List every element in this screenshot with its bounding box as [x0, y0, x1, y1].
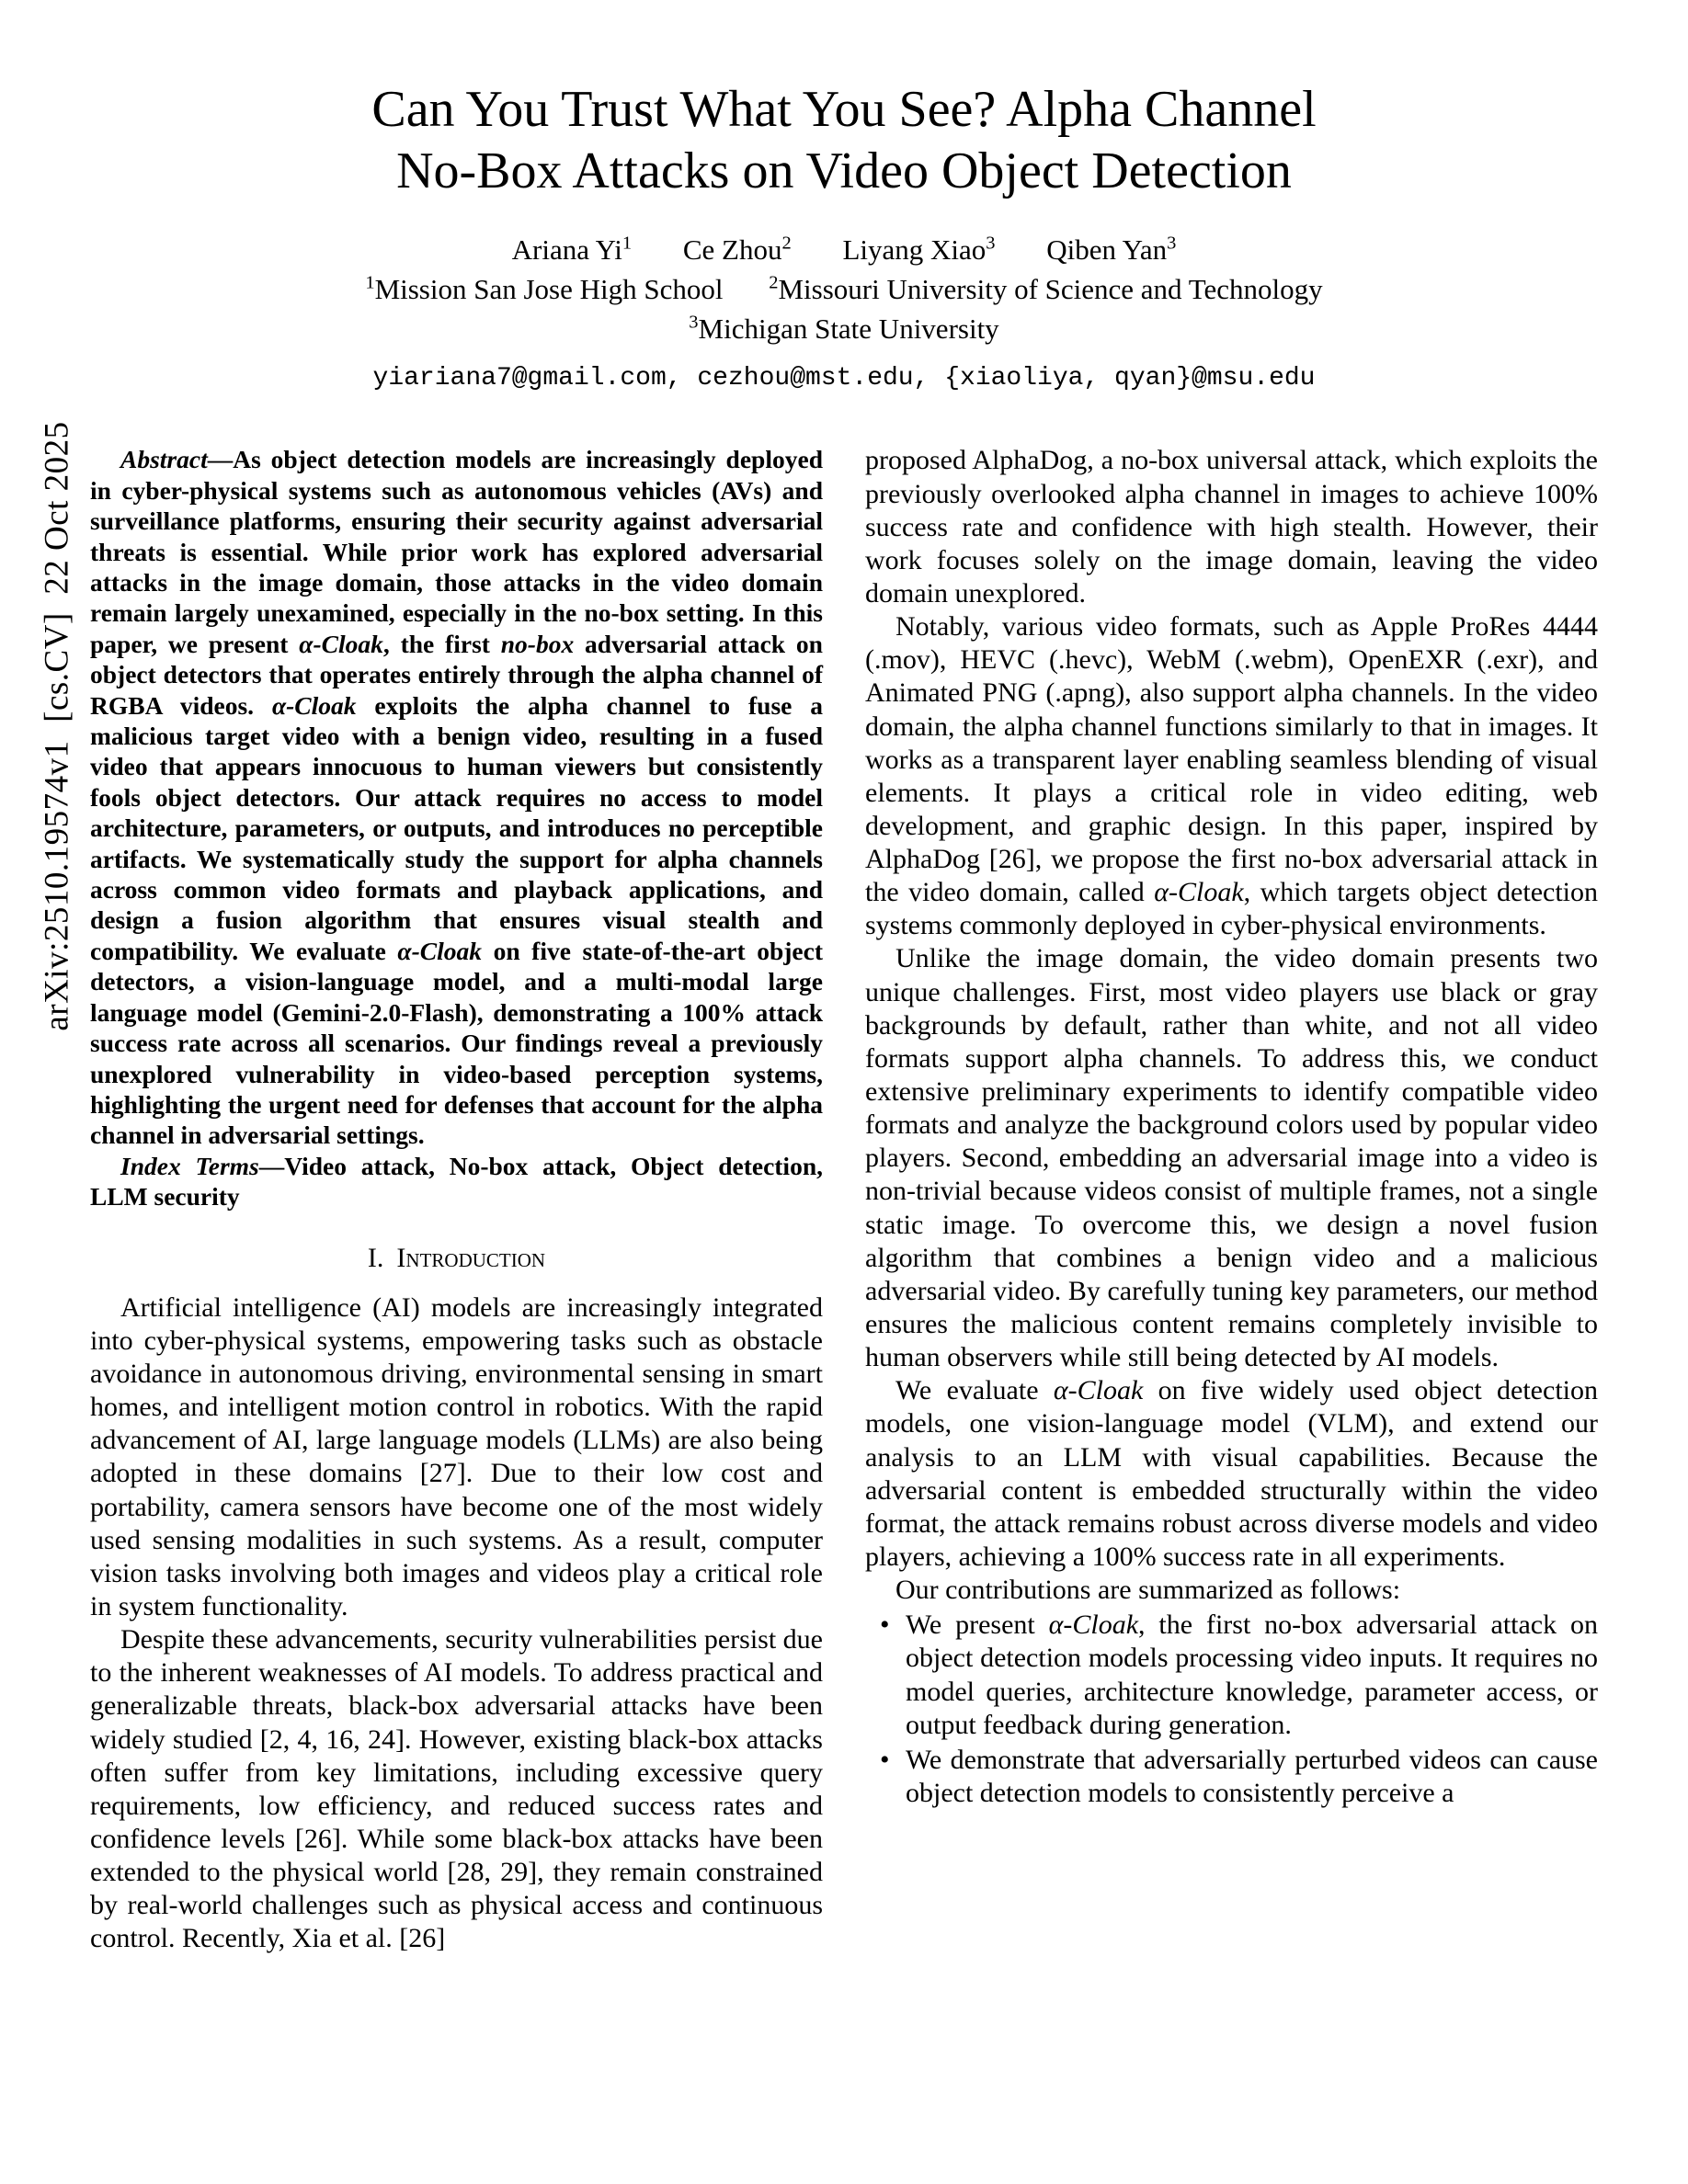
section-number: I. [367, 1242, 384, 1273]
affiliations-line-1 [90, 273, 1598, 306]
right-paragraph-1: proposed AlphaDog, a no-box universal attack, which exploits the previously overlooked alpha channel in images to achieve 100% success rate and confidence with high stealth. However, their work focuses solely on the image domain, leaving the video domain unexplored. [865, 445, 1598, 609]
author-superscript: 2 [781, 233, 792, 255]
contributions-list [865, 1609, 1598, 1810]
right-paragraph-3: Unlike the image domain, the video domain presents two unique challenges. First, most video players use black or gray backgrounds by default, rather than white, and not all video formats support alpha channels. To address this, we conduct extensive preliminary experiments to identify compatible video formats and analyze the background colors used by popular video players. Second, embedding an adversarial image into a video is non-trivial because videos consist of multiple frames, not a single static image. To overcome this, we design a novel fusion algorithm that combines a benign video and a malicious adversarial video. By carefully tuning key parameters, our method ensures the malicious content remains completely invisible to human observers while still being detected by AI models. [865, 943, 1598, 1373]
author-superscript: 3 [986, 233, 996, 255]
affiliation-superscript: 3 [689, 313, 699, 334]
affiliation-item [689, 313, 998, 345]
title-line-1: Can You Trust What You See? Alpha Channel [371, 81, 1317, 138]
authors-line [90, 233, 1598, 267]
affiliation-superscript: 1 [365, 273, 375, 294]
author-superscript: 3 [1167, 233, 1177, 255]
index-terms-paragraph: Index Terms—Video attack, No-box attack, Object detection, LLM security [90, 1151, 823, 1211]
author [512, 233, 632, 266]
two-column-body [90, 444, 1598, 1955]
abstract-paragraph: Abstract—As object detection models are increasingly deployed in cyber-physical systems such as autonomous vehicles (AVs) and surveillance platforms, ensuring their security against adversarial threats is essential. While prior work has explored adversarial attacks in the image domain, those attacks in the video domain remain largely unexamined, especially in the no-box setting. In this paper, we present α-Cloak, the first no-box adversarial attack on object detectors that operates entirely through the alpha channel of RGBA videos. α-Cloak exploits the alpha channel to fuse a malicious target video with a benign video, resulting in a fused video that appears innocuous to human viewers but consistently fools object detectors. Our attack requires no access to model architecture, parameters, or outputs, and introduces no perceptible artifacts. We systematically study the support for alpha channels across common video formats and playback applications, and design a fusion algorithm that ensures visual stealth and compatibility. We evaluate α-Cloak on five state-of-the-art object detectors, a vision-language model, and a multi-modal large language model (Gemini-2.0-Flash), demonstrating a 100% attack success rate across all scenarios. Our findings reveal a previously unexplored vulnerability in video-based perception systems, highlighting the urgent need for defenses that account for the alpha channel in adversarial settings. [90, 445, 823, 1150]
intro-paragraph-1: Artificial intelligence (AI) models are increasingly integrated into cyber-physical systems, empowering tasks such as obstacle avoidance in autonomous driving, environmental sensing in smart homes, and intelligent motion control in robotics. With the rapid advancement of AI, large language models (LLMs) are also being adopted in these domains [27]. Due to their low cost and portability, camera sensors have become one of the most widely used sensing modalities in such systems. As a result, computer vision tasks involving both images and videos play a critical role in system functionality. [90, 1291, 823, 1621]
affiliations-line-2 [90, 313, 1598, 346]
affiliation-name: Missouri University of Science and Technology [778, 273, 1323, 306]
contribution-item: • We present α-Cloak, the first no-box adversarial attack on object detection models processing video inputs. It requires no model queries, architecture knowledge, parameter access, or output feedback during generation. [865, 1609, 1598, 1742]
author-name: Liyang Xiao [842, 233, 987, 267]
contribution-item: • We demonstrate that adversarially perturbed videos can cause object detection models to consistently perceive a [865, 1744, 1598, 1810]
author [683, 233, 792, 266]
left-column [90, 444, 823, 1955]
author [842, 233, 995, 266]
contributions-lead: Our contributions are summarized as follows: [895, 1575, 1401, 1606]
affiliation-item [365, 273, 723, 305]
affiliation-item [769, 273, 1322, 305]
arxiv-watermark: arXiv:2510.19574v1 [cs.CV] 22 Oct 2025 [38, 421, 76, 1031]
author-name: Qiben Yan [1046, 233, 1168, 267]
paper-title [90, 79, 1598, 202]
author-superscript: 1 [622, 233, 633, 255]
author-name: Ariana Yi [511, 233, 622, 267]
section-heading-introduction [90, 1242, 823, 1275]
affiliation-superscript: 2 [769, 273, 779, 294]
right-paragraph-2: Notably, various video formats, such as Apple ProRes 4444 (.mov), HEVC (.hevc), WebM (.webm), OpenEXR (.exr), and Animated PNG (.apng), also support alpha channels. In the video domain, the alpha channel functions similarly to that in images. It works as a transparent layer enabling seamless blending of visual elements. It plays a critical role in video editing, web development, and graphic design. In this paper, inspired by AlphaDog [26], we propose the first no-box adversarial attack in the video domain, called α-Cloak, which targets object detection systems commonly deployed in cyber-physical environments. [865, 611, 1598, 941]
emails-line: yiariana7@gmail.com, cezhou@mst.edu, {xiaoliya, qyan}@msu.edu [372, 364, 1316, 393]
right-paragraph-4: We evaluate α-Cloak on five widely used object detection models, one vision-language model (VLM), and extend our analysis to an LLM with visual capabilities. Because the adversarial content is embedded structurally within the video format, the attack remains robust across diverse models and video players, achieving a 100% success rate in all experiments. [865, 1375, 1598, 1573]
affiliation-name: Mission San Jose High School [374, 273, 724, 306]
section-title: Introduction [396, 1242, 546, 1273]
author-name: Ce Zhou [682, 233, 782, 267]
right-column [865, 444, 1598, 1955]
title-line-2: No-Box Attacks on Video Object Detection [396, 142, 1292, 200]
affiliation-name: Michigan State University [698, 313, 999, 346]
author [1046, 233, 1176, 266]
intro-paragraph-2: Despite these advancements, security vulnerabilities persist due to the inherent weaknesses of AI models. To address practical and generalizable threats, black-box adversarial attacks have been widely studied [2, 4, 16, 24]. However, existing black-box attacks often suffer from key limitations, including excessive query requirements, low efficiency, and reduced success rates and confidence levels [26]. While some black-box attacks have been extended to the physical world [28, 29], they remain constrained by real-world challenges such as physical access and continuous control. Recently, Xia et al. [26] [90, 1624, 823, 1954]
